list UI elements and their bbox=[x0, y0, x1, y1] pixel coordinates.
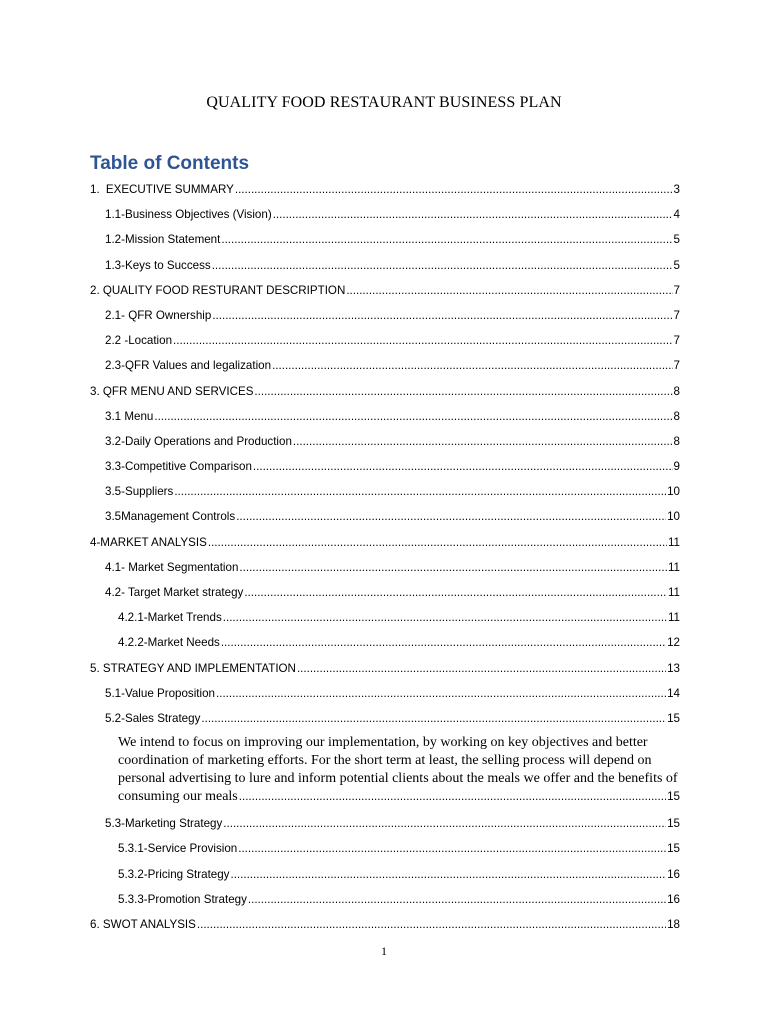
toc-entry-page: 14 bbox=[667, 686, 680, 700]
toc-entry-text: 1.1-Business Objectives (Vision) bbox=[105, 208, 272, 222]
toc-leader-dots bbox=[223, 605, 667, 630]
toc-entry-page: 16 bbox=[667, 892, 680, 906]
toc-leader-dots bbox=[236, 504, 666, 529]
toc-entry-market-segmentation[interactable] bbox=[90, 555, 680, 580]
toc-entry-marketing-strategy[interactable] bbox=[90, 811, 680, 836]
toc-leader-dots bbox=[253, 454, 673, 479]
toc-paragraph-text: We intend to focus on improving our implementation, by working on key objectives and better coordination of marketing efforts. For the short term at least, the selling process will depend on personal advertising to lure and inform potential clients about the meals we offer and the benefits of bbox=[118, 735, 678, 787]
page-number: 1 bbox=[381, 944, 387, 958]
toc-paragraph-tail: consuming our meals bbox=[118, 789, 238, 805]
toc-entry-sales-strategy[interactable] bbox=[90, 706, 680, 731]
toc-leader-dots bbox=[238, 836, 666, 861]
toc-leader-dots bbox=[173, 328, 673, 353]
toc-entry-page: 8 bbox=[673, 409, 680, 423]
toc-entry-strategy-implementation[interactable] bbox=[90, 656, 680, 681]
toc-entry-page: 8 bbox=[673, 434, 680, 448]
toc-entry-text: 3. QFR MENU AND SERVICES bbox=[90, 384, 254, 398]
toc-entry-market-needs[interactable] bbox=[90, 630, 680, 655]
toc-leader-dots bbox=[239, 555, 667, 580]
toc-entry-text: 1.3-Keys to Success bbox=[105, 258, 211, 272]
toc-leader-dots bbox=[221, 227, 672, 252]
toc-leader-dots bbox=[201, 706, 666, 731]
toc-entry-page: 11 bbox=[667, 611, 680, 625]
toc-leader-dots bbox=[248, 887, 666, 912]
toc-entry-service-provision[interactable] bbox=[90, 836, 680, 861]
toc-entry-mission-statement[interactable] bbox=[90, 227, 680, 252]
toc-entry-text: 4.1- Market Segmentation bbox=[105, 560, 239, 574]
toc-entry-pricing-strategy[interactable] bbox=[90, 862, 680, 887]
toc-leader-dots bbox=[223, 811, 666, 836]
toc-entry-text: 5.2-Sales Strategy bbox=[105, 711, 201, 725]
toc-entry-page: 15 bbox=[667, 790, 680, 804]
toc-entry-text: 5.3.1-Service Provision bbox=[118, 842, 238, 856]
toc-leader-dots bbox=[272, 353, 672, 378]
toc-entry-text: 3.5Management Controls bbox=[105, 510, 236, 524]
toc-entry-page: 10 bbox=[667, 485, 680, 499]
toc-entry-text: 6. SWOT ANALYSIS bbox=[90, 917, 196, 931]
toc-entry-business-objectives[interactable] bbox=[90, 202, 680, 227]
toc-entry-page: 7 bbox=[673, 308, 680, 322]
toc-entry-page: 7 bbox=[673, 359, 680, 373]
toc-entry-text: 3.5-Suppliers bbox=[105, 485, 174, 499]
toc-leader-dots bbox=[239, 788, 666, 806]
toc-entry-competitive-comparison[interactable] bbox=[90, 454, 680, 479]
toc-entry-page: 7 bbox=[673, 334, 680, 348]
toc-paragraph-last-line bbox=[118, 788, 680, 806]
toc-entry-text: 3.1 Menu bbox=[105, 409, 154, 423]
toc-entry-keys-to-success[interactable] bbox=[90, 253, 680, 278]
toc-entry-text: EXECUTIVE SUMMARY bbox=[105, 183, 234, 196]
toc-entry-text: 5.3-Marketing Strategy bbox=[105, 817, 223, 831]
toc-entry-text: 2.2 -Location bbox=[105, 334, 173, 348]
toc-entry-page: 12 bbox=[667, 636, 680, 650]
toc-leader-dots bbox=[208, 530, 667, 555]
toc-entry-page: 13 bbox=[667, 661, 680, 675]
toc-entry-sales-paragraph[interactable] bbox=[90, 731, 680, 811]
toc-leader-dots bbox=[216, 681, 666, 706]
toc-leader-dots bbox=[221, 630, 666, 655]
toc-leader-dots bbox=[154, 404, 672, 429]
toc-entry-page: 5 bbox=[673, 233, 680, 247]
toc-leader-dots bbox=[346, 278, 672, 303]
toc-entry-target-market-strategy[interactable] bbox=[90, 580, 680, 605]
toc-entry-text: 4.2- Target Market strategy bbox=[105, 586, 244, 599]
toc-entry-promotion-strategy[interactable] bbox=[90, 887, 680, 912]
toc-leader-dots bbox=[244, 580, 667, 605]
toc-heading: Table of Contents bbox=[90, 153, 250, 174]
toc-entry-market-trends[interactable] bbox=[90, 605, 680, 630]
toc-entry-page: 16 bbox=[667, 867, 680, 881]
toc-entry-page: 7 bbox=[673, 283, 680, 297]
toc-entry-values-legalization[interactable] bbox=[90, 353, 680, 378]
toc-entry-swot-analysis[interactable] bbox=[90, 912, 680, 937]
toc-leader-dots bbox=[212, 303, 672, 328]
table-of-contents bbox=[90, 177, 680, 937]
toc-leader-dots bbox=[273, 202, 673, 227]
toc-leader-dots bbox=[230, 862, 666, 887]
toc-leader-dots bbox=[197, 912, 666, 937]
toc-leader-dots bbox=[235, 177, 673, 202]
toc-leader-dots bbox=[297, 656, 666, 681]
toc-entry-qfr-ownership[interactable] bbox=[90, 303, 680, 328]
toc-entry-page: 15 bbox=[667, 842, 680, 856]
toc-entry-text: 1.2-Mission Statement bbox=[105, 233, 221, 247]
toc-entry-text: 4.2.1-Market Trends bbox=[118, 611, 222, 625]
toc-entry-location[interactable] bbox=[90, 328, 680, 353]
toc-entry-text: 4-MARKET ANALYSIS bbox=[90, 535, 207, 549]
toc-entry-text: 5.3.2-Pricing Strategy bbox=[118, 867, 230, 881]
toc-entry-value-proposition[interactable] bbox=[90, 681, 680, 706]
toc-entry-page: 10 bbox=[667, 510, 680, 524]
toc-entry-page: 9 bbox=[673, 460, 680, 474]
toc-entry-text: 5.3.3-Promotion Strategy bbox=[118, 892, 247, 906]
toc-entry-page: 15 bbox=[667, 711, 680, 725]
toc-entry-menu-and-services[interactable] bbox=[90, 379, 680, 404]
toc-entry-text: 3.3-Competitive Comparison bbox=[105, 460, 252, 474]
toc-entry-page: 11 bbox=[667, 535, 680, 549]
toc-entry-market-analysis[interactable] bbox=[90, 530, 680, 555]
toc-entry-text: 4.2.2-Market Needs bbox=[118, 636, 220, 650]
toc-leader-dots bbox=[254, 379, 672, 404]
toc-entry-page: 5 bbox=[673, 258, 680, 272]
toc-entry-management-controls[interactable] bbox=[90, 504, 680, 529]
toc-entry-text: 3.2-Daily Operations and Production bbox=[105, 434, 292, 448]
toc-entry-page: 8 bbox=[673, 384, 680, 398]
toc-entry-page: 15 bbox=[667, 817, 680, 831]
toc-entry-executive-summary[interactable] bbox=[90, 177, 680, 202]
toc-entry-text: 5.1-Value Proposition bbox=[105, 686, 215, 700]
toc-leader-dots bbox=[212, 253, 673, 278]
toc-entry-menu[interactable] bbox=[90, 404, 680, 429]
toc-entry-page: 18 bbox=[667, 917, 680, 931]
toc-entry-page: 4 bbox=[673, 208, 680, 222]
toc-leader-dots bbox=[293, 429, 673, 454]
toc-entry-number: 1. bbox=[90, 183, 100, 196]
toc-entry-text: 5. STRATEGY AND IMPLEMENTATION bbox=[90, 661, 296, 675]
toc-entry-text: 2. QUALITY FOOD RESTURANT DESCRIPTION bbox=[90, 283, 346, 297]
toc-entry-daily-operations[interactable] bbox=[90, 429, 680, 454]
toc-entry-restaurant-description[interactable] bbox=[90, 278, 680, 303]
toc-entry-text: 2.3-QFR Values and legalization bbox=[105, 359, 272, 373]
toc-entry-page: 3 bbox=[673, 183, 680, 196]
toc-entry-page: 11 bbox=[667, 560, 680, 574]
toc-entry-suppliers[interactable] bbox=[90, 479, 680, 504]
toc-entry-page: 11 bbox=[667, 586, 680, 599]
toc-entry-text: 2.1- QFR Ownership bbox=[105, 308, 212, 322]
document-title: QUALITY FOOD RESTAURANT BUSINESS PLAN bbox=[206, 94, 562, 111]
toc-leader-dots bbox=[174, 479, 666, 504]
